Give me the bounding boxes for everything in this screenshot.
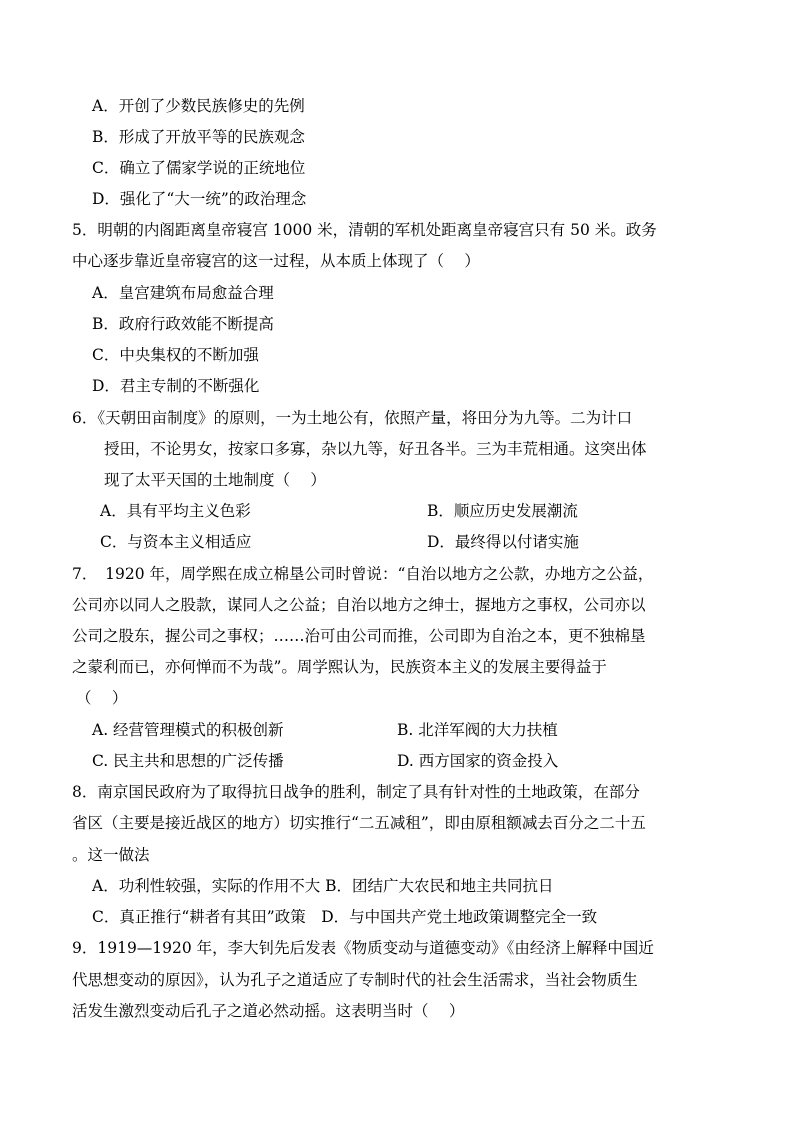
q5-option-c: C．中央集权的不断加强 [92,346,259,364]
q7-answer-blank: （ ） [76,689,128,707]
q8-stem-line-3: 。这一做法 [72,846,150,864]
q4-option-d: D．强化了“大一统”的政治理念 [92,190,307,208]
q7-option-b: B. 北洋军阀的大力扶植 [397,721,558,739]
q7-option-d: D. 西方国家的资金投入 [397,752,559,770]
q7-stem-line-1: 7． 1920 年，周学熙在成立棉垦公司时曾说：“自治以地方之公款，办地方之公益， [72,565,654,583]
q8-stem-line-2: 省区（主要是接近战区的地方）切实推行“二五减租”，即由原租额减去百分之二十五 [72,814,646,832]
q7-stem-line-4: 之蒙利而已，亦何惮而不为哉”。周学熙认为，民族资本主义的发展主要得益于 [72,658,607,676]
q9-stem-line-2: 代思想变动的原因》，认为孔子之道适应了专制时代的社会生活需求，当社会物质生 [72,971,638,989]
q5-stem-line-1: 5．明朝的内阁距离皇帝寝宫 1000 米，清朝的军机处距离皇帝寝宫只有 50 米。政务 [72,221,657,239]
q8-stem-line-1: 8．南京国民政府为了取得抗日战争的胜利，制定了具有针对性的土地政策，在部分 [72,783,640,801]
q5-option-b: B．政府行政效能不断提高 [92,315,274,333]
q7-stem-line-2: 公司亦以同人之股款，谋同人之公益；自治以地方之绅士，握地方之事权，公司亦以 [72,596,646,614]
q6-option-c: C．与资本主义相适应 [100,533,252,551]
q6-stem-line-1: 6．《天朝田亩制度》的原则，一为土地公有，依照产量，将田分为九等。二为计口 [72,409,633,427]
q6-option-d: D．最终得以付诸实施 [427,533,579,551]
q6-stem-line-3: 现了太平天国的土地制度（ ） [104,471,326,489]
q6-option-b: B．顺应历史发展潮流 [427,502,578,520]
q7-option-a: A. 经营管理模式的积极创新 [92,721,284,739]
q8-option-a-b: A．功利性较强，实际的作用不大 B．团结广大农民和地主共同抗日 [92,877,554,895]
q9-stem-line-1: 9．1919—1920 年，李大钊先后发表《物质变动与道德变动》《由经济上解释中国近 [72,939,654,957]
q8-option-c-d: C．真正推行“耕者有其田”政策 D．与中国共产党土地政策调整完全一致 [92,908,598,926]
q7-stem-line-3: 公司之股东，握公司之事权；……治可由公司而推，公司即为自治之本，更不独棉垦 [72,627,646,645]
q6-stem-line-2: 授田，不论男女，按家口多寡，杂以九等，好丑各半。三为丰荒相通。这突出体 [104,440,647,458]
q5-option-a: A．皇宫建筑布局愈益合理 [92,284,274,302]
q5-option-d: D．君主专制的不断强化 [92,377,260,395]
q9-stem-line-3: 活发生激烈变动后孔子之道必然动摇。这表明当时（ ） [72,1002,465,1020]
q4-option-b: B．形成了开放平等的民族观念 [92,128,305,146]
q7-option-c: C. 民主共和思想的广泛传播 [92,752,284,770]
q6-option-a: A．具有平均主义色彩 [100,502,251,520]
q5-stem-line-2: 中心逐步靠近皇帝寝宫的这一过程，从本质上体现了（ ） [72,252,480,270]
q4-option-c: C．确立了儒家学说的正统地位 [92,159,306,177]
q4-option-a: A．开创了少数民族修史的先例 [92,97,305,115]
